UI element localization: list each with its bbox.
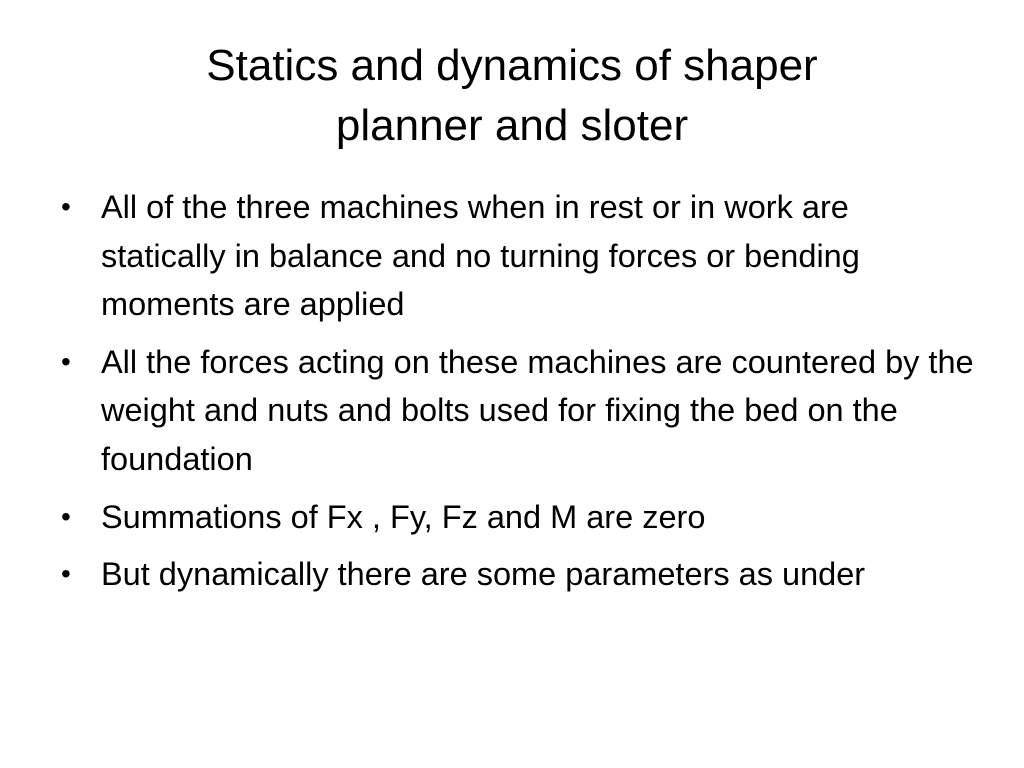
bullet-text: All the forces acting on these machines are countered by the weight and nuts and bolts used for fixing the bed on the foundation [101, 343, 974, 477]
slide-title [60, 36, 964, 156]
bullet-item [56, 493, 976, 542]
bullet-text: But dynamically there are some parameters as under [101, 556, 866, 593]
bullet-icon: • [61, 500, 71, 532]
bullet-icon: • [61, 558, 71, 590]
bullet-icon: • [61, 345, 71, 377]
title-line: Statics and dynamics of shaper [206, 41, 818, 90]
bullet-item [56, 183, 976, 329]
title-line: planner and sloter [335, 101, 689, 150]
bullet-item [56, 338, 976, 484]
bullet-item [56, 550, 976, 599]
bullet-list [56, 183, 976, 608]
bullet-text: All of the three machines when in rest or in work are statically in balance and no turning forces or bending moments are applied [101, 189, 860, 323]
bullet-text: Summations of Fx , Fy, Fz and M are zero [101, 498, 706, 535]
bullet-icon: • [61, 191, 71, 222]
